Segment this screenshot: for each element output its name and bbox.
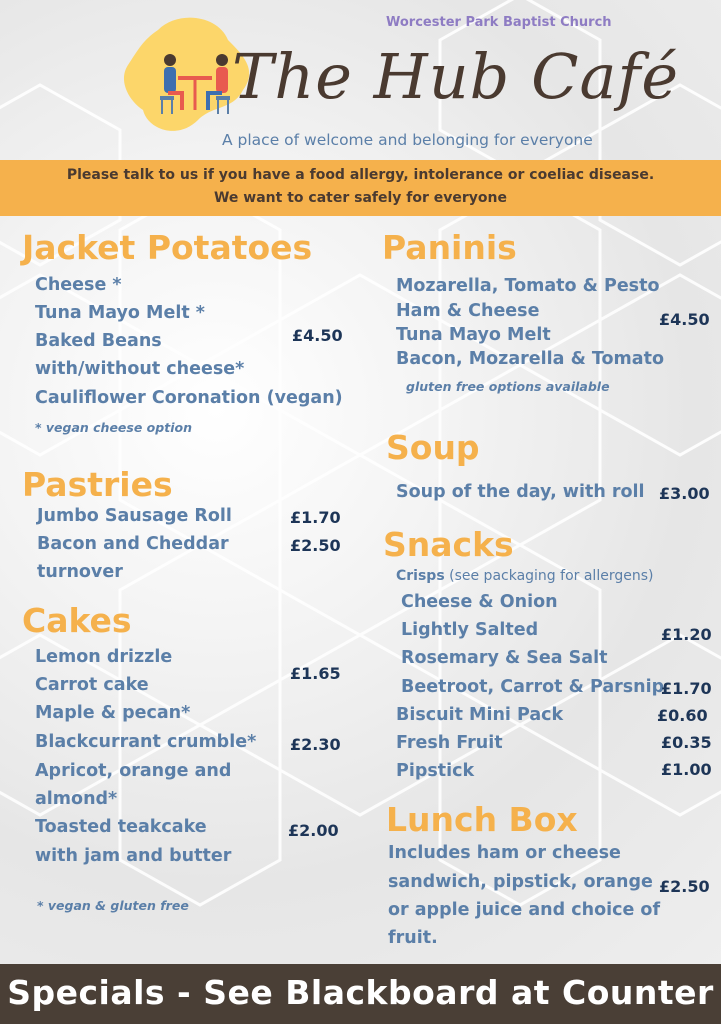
price: £2.50 [290, 536, 341, 555]
menu-item: Beetroot, Carrot & Parsnip [401, 677, 665, 697]
vegan-gluten-free-note: * vegan & gluten free [37, 898, 189, 913]
menu-item: Bacon and Cheddar [37, 534, 229, 554]
price: £0.35 [661, 733, 712, 752]
price: £1.00 [661, 760, 712, 779]
menu-item: Pipstick [396, 761, 475, 781]
tagline: A place of welcome and belonging for everyone [222, 131, 593, 149]
allergy-line-2: We want to cater safely for everyone [213, 190, 507, 206]
menu-item: Lemon drizzle [35, 647, 173, 667]
church-name: Worcester Park Baptist Church [386, 15, 612, 30]
allergy-line-1: Please talk to us if you have a food allergy, intolerance or coeliac disease. [66, 167, 655, 183]
price: £2.30 [290, 735, 341, 754]
menu-item: Toasted teakcake [35, 817, 207, 837]
price: £4.50 [659, 310, 710, 329]
crisps-label: Crisps (see packaging for allergens) [396, 568, 654, 584]
soup-heading: Soup [386, 428, 480, 467]
menu-item: Cheese & Onion [401, 592, 558, 612]
menu-item: Tuna Mayo Melt [396, 325, 551, 345]
price: £3.00 [659, 484, 710, 503]
menu-item: Lightly Salted [401, 620, 539, 640]
pastries-heading: Pastries [22, 465, 173, 504]
lunch-box-line: Includes ham or cheese [388, 843, 621, 863]
menu-item: Fresh Fruit [396, 733, 503, 753]
menu-item: Apricot, orange and [35, 761, 232, 781]
paninis-heading: Paninis [382, 228, 517, 267]
allergy-banner [0, 160, 721, 216]
menu-item: Baked Beans [35, 331, 162, 351]
gluten-free-note: gluten free options available [406, 379, 610, 394]
menu-item: turnover [37, 562, 123, 582]
menu-item: Maple & pecan* [35, 703, 191, 723]
menu-item: Biscuit Mini Pack [396, 705, 564, 725]
menu-item: Soup of the day, with roll [396, 482, 645, 502]
price: £1.70 [290, 508, 341, 527]
menu-item: with/without cheese* [35, 359, 245, 379]
price: £2.00 [288, 821, 339, 840]
price: £4.50 [292, 326, 343, 345]
menu-item: Mozarella, Tomato & Pesto [396, 276, 660, 296]
menu-item: Tuna Mayo Melt * [35, 303, 205, 323]
vegan-cheese-note: * vegan cheese option [35, 420, 192, 435]
menu-item: Blackcurrant crumble* [35, 732, 257, 752]
menu-item: Rosemary & Sea Salt [401, 648, 608, 668]
lunch-box-heading: Lunch Box [386, 800, 578, 839]
menu-item: almond* [35, 789, 118, 809]
price: £0.60 [657, 706, 708, 725]
snacks-heading: Snacks [383, 525, 514, 564]
specials-footer-text: Specials - See Blackboard at Counter [7, 973, 714, 1012]
price: £1.65 [290, 664, 341, 683]
menu-item: Carrot cake [35, 675, 149, 695]
menu-item: Jumbo Sausage Roll [37, 506, 232, 526]
cafe-title: The Hub Café [232, 40, 680, 113]
menu-item: Cauliflower Coronation (vegan) [35, 388, 343, 408]
price: £1.70 [661, 679, 712, 698]
cakes-heading: Cakes [22, 601, 132, 640]
jacket-potatoes-heading: Jacket Potatoes [22, 228, 313, 267]
menu-item: with jam and butter [35, 846, 232, 866]
lunch-box-line: or apple juice and choice of [388, 900, 661, 920]
lunch-box-line: fruit. [388, 928, 438, 948]
menu-item: Bacon, Mozarella & Tomato [396, 349, 664, 369]
menu-item: Ham & Cheese [396, 301, 540, 321]
price: £2.50 [659, 877, 710, 896]
price: £1.20 [661, 625, 712, 644]
lunch-box-line: sandwich, pipstick, orange [388, 872, 653, 892]
menu-item: Cheese * [35, 275, 122, 295]
